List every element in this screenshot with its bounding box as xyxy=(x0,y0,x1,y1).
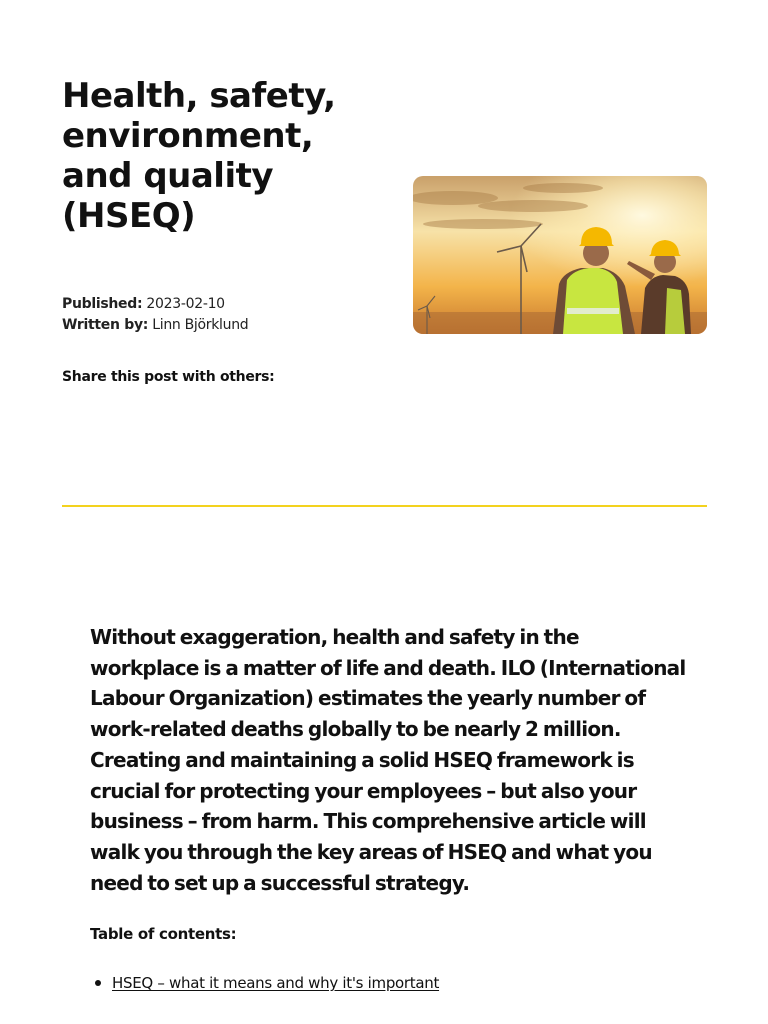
page-title xyxy=(62,76,382,236)
toc-list xyxy=(90,973,439,993)
intro-line: Without exaggeration, health and safety in the xyxy=(90,625,579,649)
page-title-line: environment, xyxy=(62,116,314,156)
author-label: Written by: xyxy=(62,317,149,333)
intro-paragraph xyxy=(90,622,690,898)
section-divider xyxy=(62,505,707,507)
author-row xyxy=(62,315,248,336)
page-title-line: and quality xyxy=(62,156,274,196)
intro-line: Labour Organization) estimates the yearly number of xyxy=(90,686,646,711)
published-row xyxy=(62,294,248,315)
bullet-icon xyxy=(95,980,101,986)
intro-line: work-related deaths globally to be nearly 2 million. xyxy=(90,717,621,742)
page-title-line: Health, safety, xyxy=(62,76,336,116)
intro-line: workplace is a matter of life and death. ILO (International xyxy=(90,655,686,680)
toc-title: Table of contents: xyxy=(90,925,237,943)
intro-line: Creating and maintaining a solid HSEQ framework is xyxy=(90,747,634,772)
toc-item xyxy=(90,973,439,993)
toc-link-hseq-meaning[interactable]: HSEQ – what it means and why it's important xyxy=(112,974,440,992)
intro-line: walk you through the key areas of HSEQ and what you xyxy=(90,839,652,864)
share-label: Share this post with others: xyxy=(62,369,275,385)
hero-image xyxy=(413,176,707,334)
intro-line: crucial for protecting your employees – but also your xyxy=(90,778,637,803)
published-date: 2023-02-10 xyxy=(146,296,225,312)
published-label: Published: xyxy=(62,296,143,312)
intro-line: business – from harm. This comprehensive article will xyxy=(90,809,646,834)
intro-line: need to set up a successful strategy. xyxy=(90,870,470,895)
article-meta xyxy=(62,294,248,336)
page-title-line: (HSEQ) xyxy=(62,196,196,236)
author-name: Linn Björklund xyxy=(152,317,249,333)
